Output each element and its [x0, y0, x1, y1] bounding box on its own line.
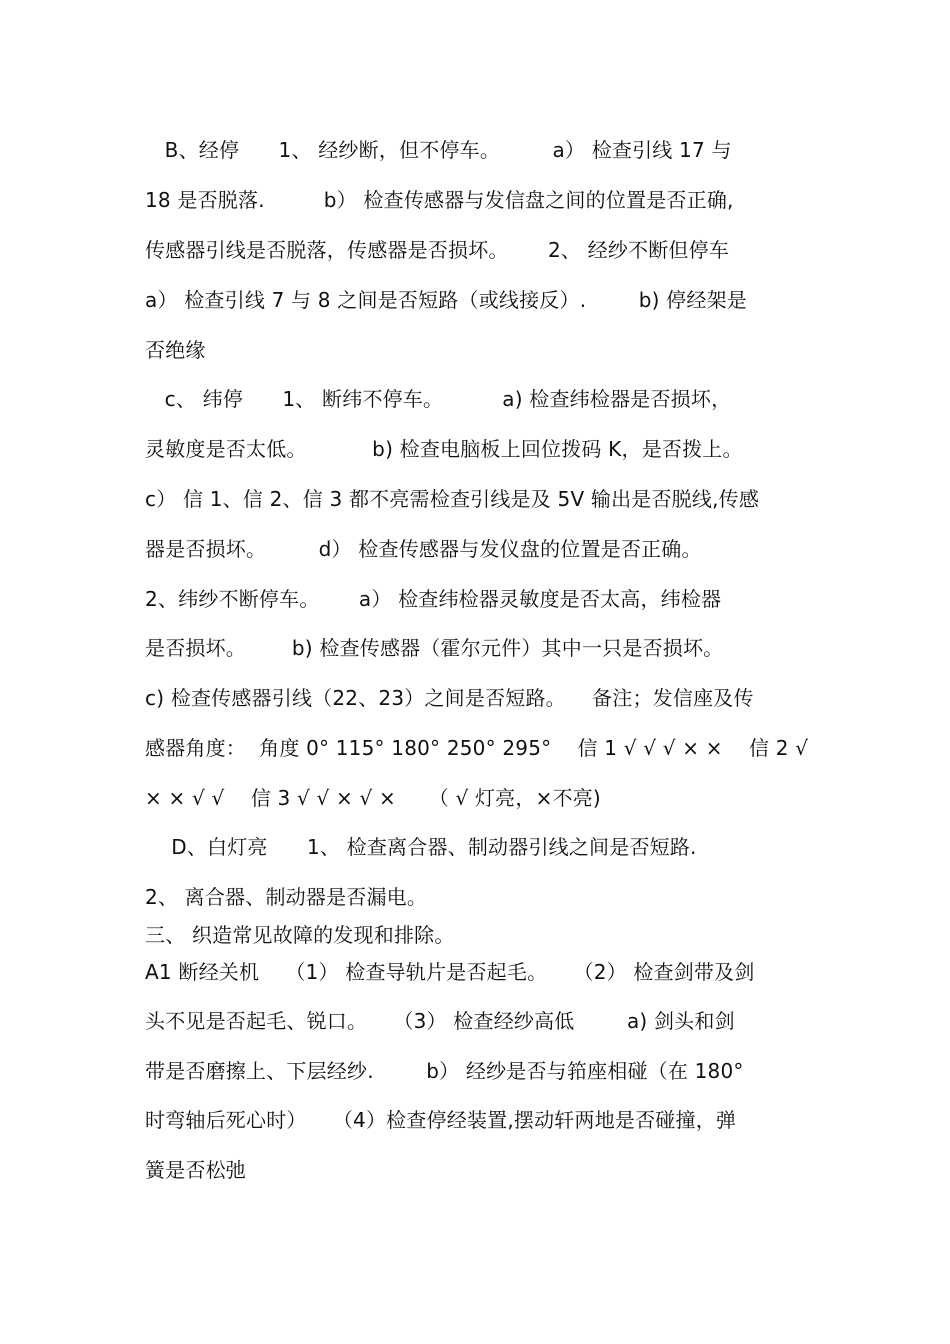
text-line: D、白灯亮 1、 检查离合器、制动器引线之间是否短路.	[145, 835, 697, 859]
text-line: 带是否磨擦上、下层经纱. b） 经纱是否与筘座相碰（在 180°	[145, 1059, 744, 1083]
text-line: a） 检查引线 7 与 8 之间是否短路（或线接反）. b) 停经架是	[145, 288, 747, 312]
text-line: 否绝缘	[145, 338, 206, 362]
text-line: 灵敏度是否太低。 b) 检查电脑板上回位拨码 K，是否拨上。	[145, 437, 743, 461]
text-line: 传感器引线是否脱落，传感器是否损坏。 2、 经纱不断但停车	[145, 238, 730, 262]
text-line: 器是否损坏。 d） 检查传感器与发仪盘的位置是否正确。	[145, 537, 702, 561]
text-line: 2、 离合器、制动器是否漏电。	[145, 885, 428, 909]
text-line: 18 是否脱落. b） 检查传感器与发信盘之间的位置是否正确,	[145, 188, 734, 212]
text-line: 是否损坏。 b) 检查传感器（霍尔元件）其中一只是否损坏。	[145, 636, 724, 660]
text-line: 头不见是否起毛、锐口。 （3） 检查经纱高低 a) 剑头和剑	[145, 1009, 735, 1033]
text-line: c) 检查传感器引线（22、23）之间是否短路。 备注；发信座及传	[145, 686, 754, 710]
text-line: c、 纬停 1、 断纬不停车。 a) 检查纬检器是否损坏，	[145, 387, 732, 411]
text-line: 时弯轴后死心时） （4）检查停经装置,摆动轩两地是否碰撞，弹	[145, 1108, 737, 1132]
text-line: 感器角度： 角度 0° 115° 180° 250° 295° 信 1 √ √ √ × × 信 2 √	[145, 736, 809, 760]
text-line: c） 信 1、信 2、信 3 都不亮需检查引线是及 5V 输出是否脱线,传感	[145, 487, 760, 511]
text-line: 三、 织造常见故障的发现和排除。	[145, 923, 455, 947]
text-line: 簧是否松弛	[145, 1158, 246, 1182]
text-line: B、经停 1、 经纱断，但不停车。 a） 检查引线 17 与	[145, 138, 732, 162]
text-line: 2、纬纱不断停车。 a） 检查纬检器灵敏度是否太高，纬检器	[145, 587, 722, 611]
text-line: × × √ √ 信 3 √ √ × √ × （ √ 灯亮，×不亮)	[145, 786, 601, 810]
text-line: A1 断经关机 （1） 检查导轨片是否起毛。 （2） 检查剑带及剑	[145, 960, 755, 984]
